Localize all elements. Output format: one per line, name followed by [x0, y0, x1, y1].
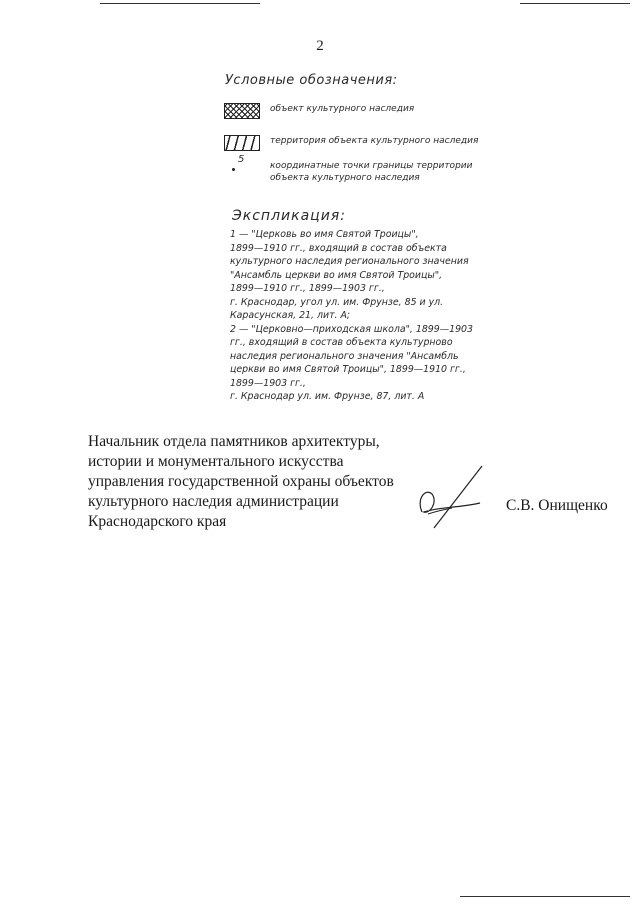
explication-line: 2 — "Церковно—приходская школа", 1899—1903 [230, 323, 473, 335]
explication-line: гг., входящий в состав объекта культурново [230, 337, 453, 348]
position-line: культурного наследия администрации [88, 493, 339, 510]
explication-line: "Ансамбль церкви во имя Святой Троицы", [230, 269, 443, 281]
explication-line: г. Краснодар, угол ул. им. Фрунзе, 85 и ул. [230, 296, 444, 308]
explication-line: 1899—1903 гг., [230, 377, 306, 389]
explication-line: Карасунская, 21, лит. А; [230, 310, 351, 321]
legend-item-label-line: координатные точки границы территории [270, 161, 473, 171]
explication-line: 1 — "Церковь во имя Святой Троицы", [230, 229, 419, 240]
scan-edge-line-bottom [460, 896, 630, 897]
scan-edge-line-top [100, 3, 260, 4]
legend-title: Условные обозначения: [225, 73, 398, 88]
explication-text [230, 228, 520, 404]
explication-line: культурного наследия регионального значения [230, 256, 469, 267]
legend-item-label [270, 160, 472, 184]
boundary-point-icon [232, 154, 252, 178]
signer-name: С.В. Онищенко [506, 497, 608, 514]
hatch-swatch-icon [224, 135, 260, 151]
legend-item-label: территория объекта культурного наследия [270, 136, 479, 146]
handwritten-signature [412, 462, 492, 532]
position-line: Краснодарского края [88, 513, 227, 530]
signatory-position [88, 432, 394, 532]
crosshatch-swatch-icon [224, 103, 260, 119]
explication-line: наследия регионального значения "Ансамбль [230, 350, 459, 362]
explication-line: церкви во имя Святой Троицы", 1899—1910 гг., [230, 364, 466, 375]
scan-edge-line-top-right [520, 3, 630, 4]
legend-item-label: объект культурного наследия [270, 104, 415, 114]
explication-line: 1899—1910 гг., входящий в состав объекта [230, 242, 447, 254]
position-line: Начальник отдела памятников архитектуры, [88, 433, 380, 450]
explication-line: г. Краснодар ул. им. Фрунзе, 87, лит. А [230, 391, 425, 402]
legend-item-label-line: объекта культурного наследия [270, 173, 420, 183]
explication-title: Экспликация: [232, 208, 346, 224]
position-line: управления государственной охраны объектов [88, 473, 394, 490]
position-line: истории и монументального искусства [88, 453, 344, 470]
explication-line: 1899—1910 гг., 1899—1903 гг., [230, 283, 385, 294]
page-number: 2 [316, 38, 324, 54]
boundary-point-number: 5 [238, 154, 245, 165]
boundary-point-dot [232, 168, 235, 171]
